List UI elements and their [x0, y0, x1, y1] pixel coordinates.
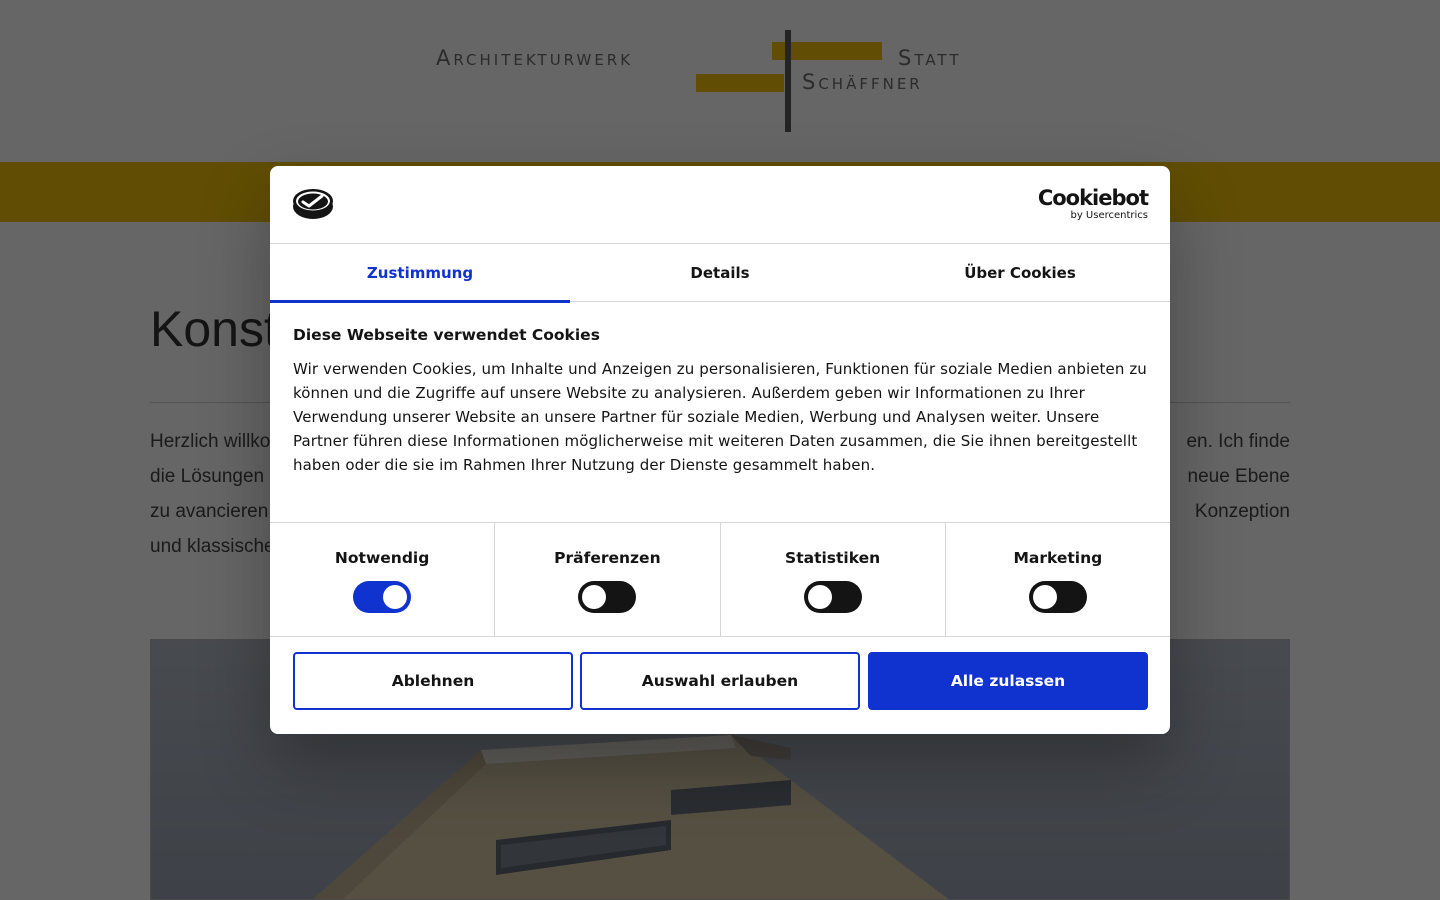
category-praeferenzen: [495, 523, 720, 636]
cookie-consent-dialog: [270, 166, 1170, 734]
category-label: Präferenzen: [554, 549, 661, 567]
toggle-knob: [1033, 585, 1057, 609]
category-notwendig: [270, 523, 495, 636]
reject-button[interactable]: Ablehnen: [293, 652, 573, 710]
marketing-toggle[interactable]: [1029, 581, 1087, 613]
praeferenzen-toggle[interactable]: [578, 581, 636, 613]
notwendig-toggle[interactable]: [353, 581, 411, 613]
toggle-knob: [808, 585, 832, 609]
dialog-heading: Diese Webseite verwendet Cookies: [293, 326, 600, 344]
cookiebot-logo-subtitle: by Usercentrics: [1070, 210, 1148, 221]
category-statistiken: [721, 523, 946, 636]
allow-selection-button[interactable]: Auswahl erlauben: [580, 652, 860, 710]
toggle-knob: [582, 585, 606, 609]
dialog-header: [270, 166, 1170, 244]
category-label: Statistiken: [785, 549, 881, 567]
category-label: Marketing: [1013, 549, 1103, 567]
cookie-icon: [292, 188, 334, 220]
statistiken-toggle[interactable]: [804, 581, 862, 613]
tab-ueber-cookies[interactable]: Über Cookies: [964, 264, 1076, 282]
tab-details[interactable]: Details: [690, 264, 750, 282]
toggle-knob: [383, 585, 407, 609]
consent-categories: [270, 522, 1170, 637]
category-marketing: [946, 523, 1170, 636]
cookiebot-brand[interactable]: [1038, 188, 1148, 221]
tab-zustimmung[interactable]: Zustimmung: [270, 244, 570, 302]
dialog-tabs: [270, 244, 1170, 302]
category-label: Notwendig: [334, 549, 430, 567]
allow-all-button[interactable]: Alle zulassen: [868, 652, 1148, 710]
dialog-description: Wir verwenden Cookies, um Inhalte und Anzeigen zu personalisieren, Funktionen für soziale Medien anbieten zu können und die Zugriffe auf unsere Website zu analysieren. Außerdem geben wir Informationen zu Ihrer Verwendung unserer Website an unsere Partner für soziale Medien, Werbung und Analysen weiter. Unsere Partner führen diese Informationen möglicherweise mit weiteren Daten zusammen, die Sie ihnen bereitgestellt haben oder die sie im Rahmen Ihrer Nutzung der Dienste gesammelt haben.: [293, 360, 1147, 474]
cookiebot-logo-text: Cookiebot: [1037, 186, 1148, 210]
dialog-body: [293, 324, 1149, 477]
